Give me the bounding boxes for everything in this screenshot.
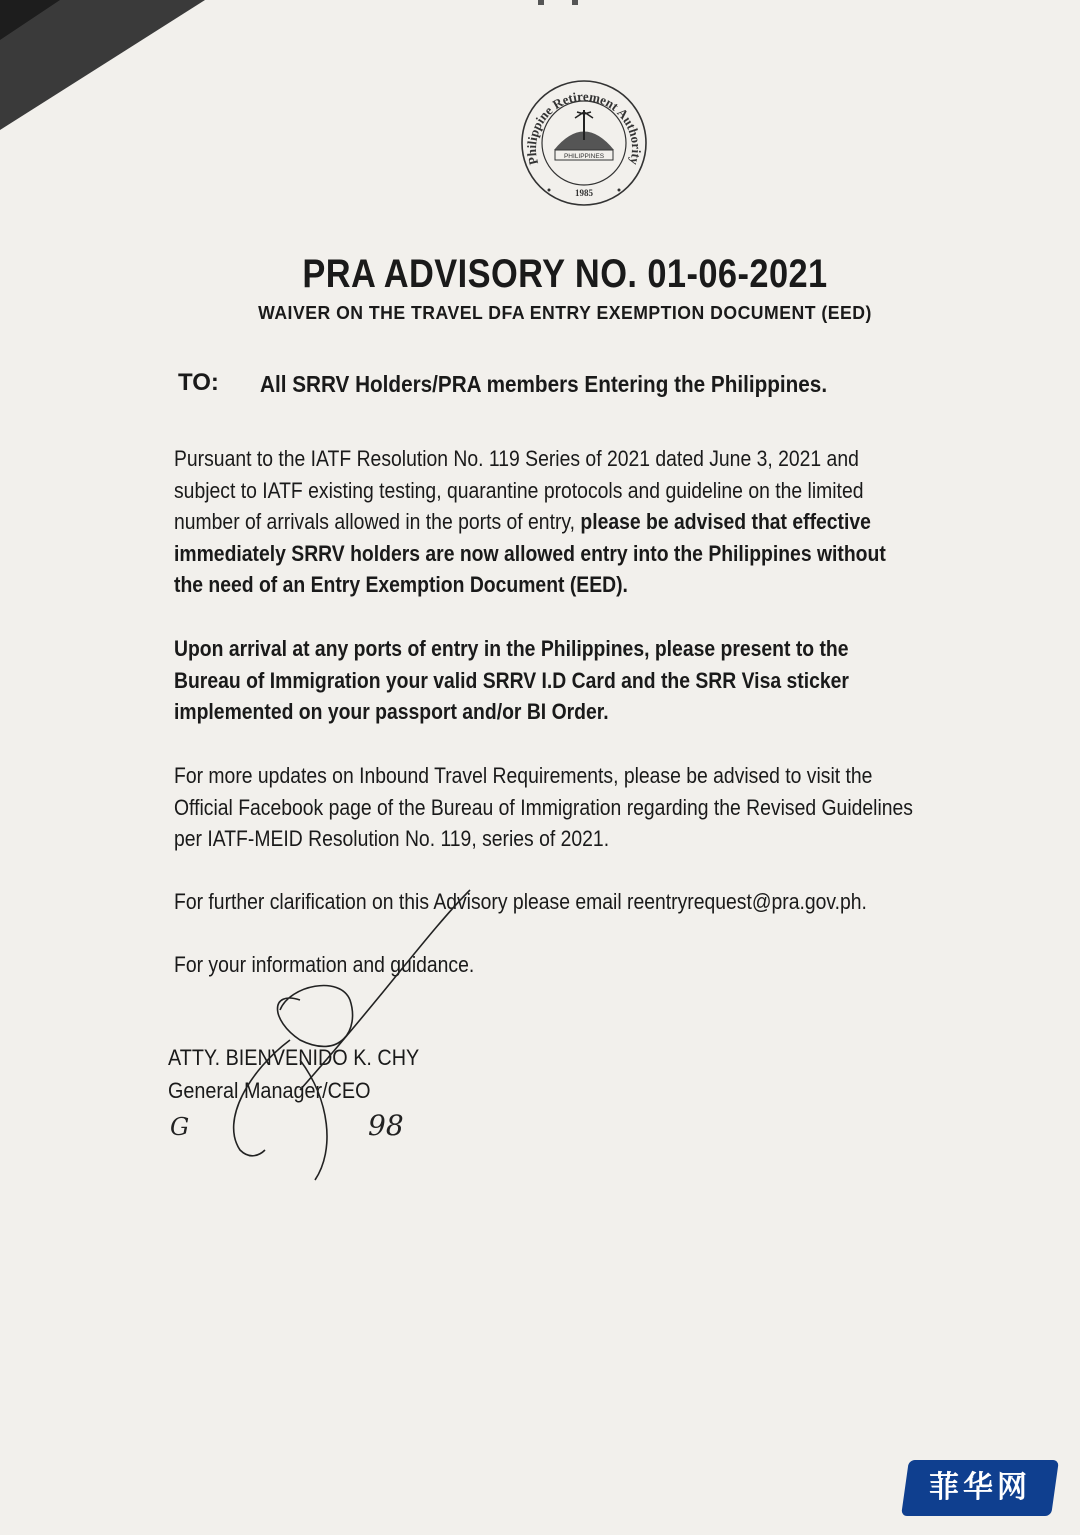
signature-initial-right: 98 bbox=[368, 1109, 404, 1142]
watermark-text: 菲华网 bbox=[929, 1470, 1031, 1505]
addressee-value: All SRRV Holders/PRA members Entering the Philippines. bbox=[260, 371, 828, 397]
paragraph-updates: For more updates on Inbound Travel Requirements, please be advised to visit the Official Facebook page of the Bureau of Immigration regarding the Revised Guidelines per IATF-MEID Resolution No. 119, series of 2021. bbox=[174, 763, 913, 851]
paragraph-resolution bbox=[174, 443, 913, 601]
advisory-subtitle: WAIVER ON THE TRAVEL DFA ENTRY EXEMPTION DOCUMENT (EED) bbox=[258, 303, 872, 323]
seal-arc-text: Philippine Retirement Authority bbox=[523, 88, 645, 167]
site-watermark-logo bbox=[901, 1460, 1059, 1516]
paragraph-arrival-instructions: Upon arrival at any ports of entry in the Philippines, please present to the Bureau of Immigration your valid SRRV I.D Card and the SRR Visa sticker implemented on your passport and/or BI Order. bbox=[174, 636, 849, 724]
paragraph-closing: For your information and guidance. bbox=[174, 952, 475, 977]
signatory-name: ATTY. BIENVENIDO K. CHY bbox=[168, 1045, 420, 1070]
signature-initial-left: G bbox=[170, 1113, 190, 1141]
paragraph-resolution-emphasis: please be advised that effective immediately SRRV holders are now allowed entry into the Philippines without the need of an Entry Exemption Document (EED). bbox=[174, 509, 886, 597]
seal-year: 1985 bbox=[575, 188, 593, 198]
paragraph-resolution-text: Pursuant to the IATF Resolution No. 119 Series of 2021 dated June 3, 2021 and subject to IATF existing testing, quarantine protocols and guideline on the limited number of arrivals allowed in the ports of entry, bbox=[174, 446, 864, 534]
pra-seal-logo bbox=[519, 78, 649, 208]
signatory-title: General Manager/CEO bbox=[168, 1078, 371, 1103]
paragraph-clarification: For further clarification on this Advisory please email reentryrequest@pra.gov.ph. bbox=[174, 889, 867, 914]
seal-inner-text: PHILIPPINES bbox=[563, 153, 605, 160]
addressee-label: TO: bbox=[178, 369, 219, 396]
advisory-title: PRA ADVISORY NO. 01-06-2021 bbox=[302, 252, 828, 296]
